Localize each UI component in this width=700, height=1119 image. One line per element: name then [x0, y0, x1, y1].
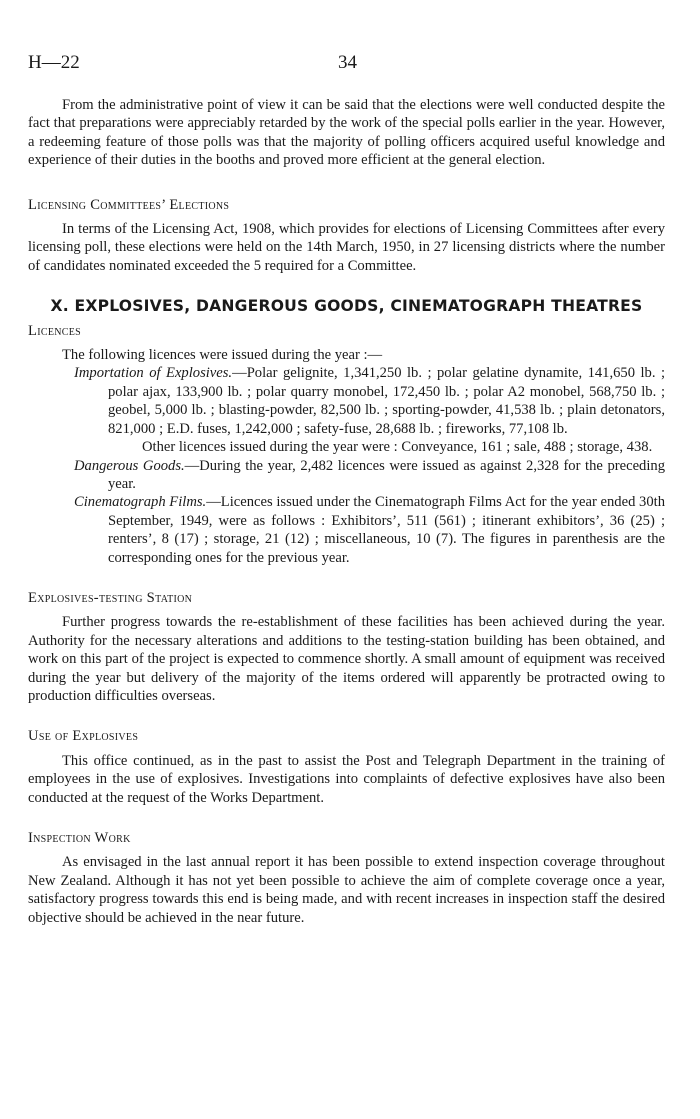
inspection-work-paragraph: As envisaged in the last annual report it has been possible to extend inspection coverage throughout New Zealand. Although it has not yet been possible to achieve the aim of complete coverage once a year, satisfactory progress towards this end is being made, and with recent increases in inspection staff the desired objective should be achieved in the near future. [28, 854, 665, 926]
other-licences-paragraph: Other licences issued during the year were : Conveyance, 161 ; sale, 488 ; storage, 438. [142, 439, 653, 456]
inspection-work-heading: Inspection Work [28, 830, 131, 846]
licences-intro: The following licences were issued during the year :— [62, 347, 383, 364]
page-header [28, 52, 672, 78]
use-of-explosives-paragraph: This office continued, as in the past to assist the Post and Telegraph Department in the training of employees in the use of explosives. Investigations into complaints of defective explosives have also been conducted at the request of the Works Department. [28, 752, 665, 806]
cinematograph-text: —Licences issued under the Cinematograph Films Act for the year ended 30th September, 1949, were as follows : Exhibitors’, 511 (561) ; itinerant exhibitors’, 36 (25) ; renters’, 8 (17) ; storage, 21 (12) ; miscellaneous, 10 (7). The figures in parenthesis are the corresponding ones for the previous year. [108, 494, 665, 566]
dangerous-goods-paragraph [28, 457, 665, 494]
importation-paragraph [28, 364, 665, 438]
section-x-title: X. EXPLOSIVES, DANGEROUS GOODS, CINEMATOGRAPH THEATRES [50, 297, 643, 316]
importation-label: Importation of Explosives. [74, 365, 233, 382]
cinematograph-paragraph [28, 493, 665, 567]
licences-heading: Licences [28, 322, 81, 339]
licensing-committees-paragraph: In terms of the Licensing Act, 1908, which provides for elections of Licensing Committees after every licensing poll, these elections were held on the 14th March, 1950, in 27 licensing districts where the number of candidates nominated exceeded the 5 required for a Committee. [28, 221, 665, 274]
cinematograph-label: Cinematograph Films. [74, 494, 207, 511]
use-of-explosives-heading: Use of Explosives [28, 728, 139, 745]
testing-station-paragraph: Further progress towards the re-establishment of these facilities has been achieved during the year. Authority for the necessary alterations and additions to the testing-station building has been obtained, and work on this part of the project is expected to commence shortly. A small amount of equipment was received during the year but delivery of the majority of the items ordered will apparently be protracted owing to production difficulties overseas. [28, 614, 665, 704]
testing-station-heading: Explosives-testing Station [28, 589, 193, 606]
intro-paragraph: From the administrative point of view it can be said that the elections were well conducted despite the fact that preparations were appreciably retarded by the work of the special polls earlier in the year. However, a redeeming feature of those polls was that the majority of polling officers acquired useful knowledge and experience of their duties in the booths and proved more efficient at the general election. [28, 97, 665, 169]
dangerous-goods-label: Dangerous Goods. [74, 457, 185, 474]
licensing-committees-heading: Licensing Committees’ Elections [28, 196, 230, 213]
page-number: 34 [338, 52, 357, 73]
dangerous-goods-text: —During the year, 2,482 licences were issued as against 2,328 for the preceding year. [108, 457, 665, 492]
importation-text: —Polar gelignite, 1,341,250 lb. ; polar gelatine dynamite, 141,650 lb. ; polar ajax, 133,900 lb. ; polar quarry monobel, 172,450 lb. ; polar A2 monobel, 568,750 lb. ; geobel, 5,000 lb. ; blasting-powder, 82,500 lb. ; sporting-powder, 41,538 lb. ; plain detonators, 821,000 ; E.D. fuses, 1,242,000 ; safety-fuse, 28,688 lb. ; fireworks, 77,108 lb. [108, 365, 666, 437]
page-body [28, 96, 665, 927]
document-reference: H—22 [28, 52, 80, 73]
